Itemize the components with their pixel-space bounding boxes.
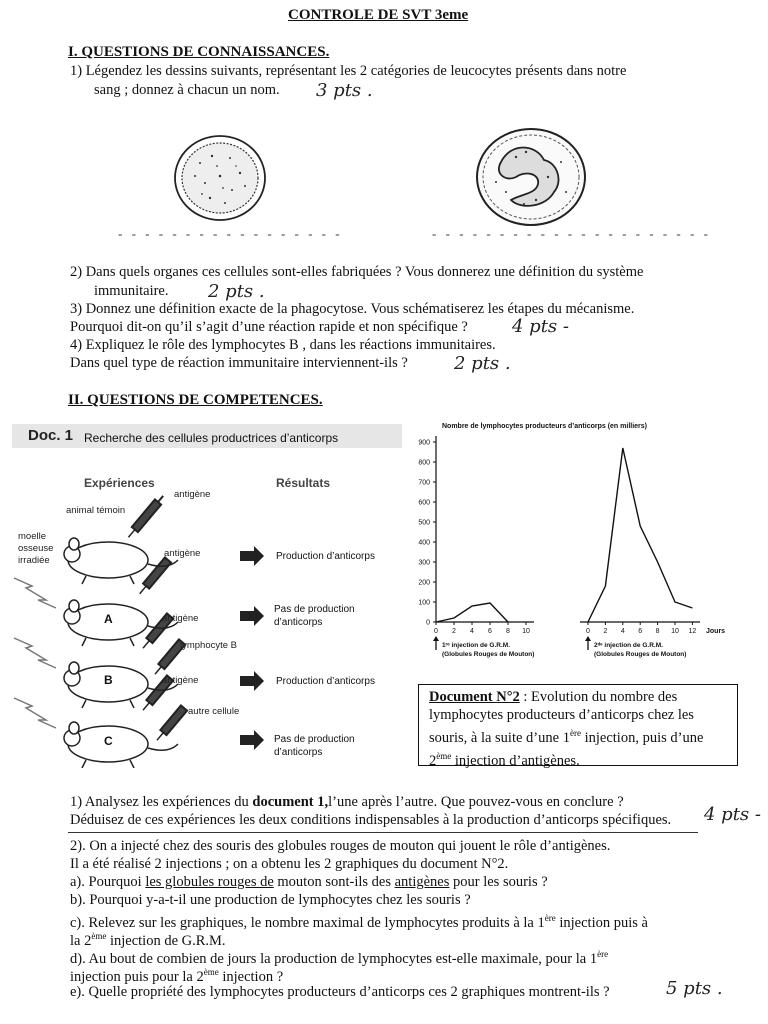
chart-x-tick-label: 12 [688, 628, 697, 635]
handwritten-points-q4: 2 pts . [454, 353, 511, 374]
chart-x-tick-label: 10 [671, 628, 679, 635]
question-1-line-2: sang ; donnez à chacun un nom. [94, 82, 280, 98]
doc1-col-experiences: Expériences [84, 476, 155, 490]
doc1-col-results: Résultats [276, 476, 331, 490]
chart-annotation-2-line-1: 2ᵈᵉ injection de G.R.M. [594, 642, 663, 649]
competence-qc-sup-1: ère [544, 913, 556, 923]
antigene-label-2: antigène [164, 548, 201, 559]
result-4-line-1: Pas de production [274, 734, 355, 745]
competence-q1-doc-ref: document 1, [252, 794, 329, 810]
question-2-line-2: immunitaire. [94, 283, 169, 299]
competence-qc-2b: injection de G.R.M. [106, 932, 226, 949]
mouse-b-label: B [104, 673, 113, 687]
competence-qd-line-2 [70, 964, 283, 986]
competence-q1-line-2: Déduisez de ces expériences les deux conditions indispensables à la production d’anticorps spécifiques. [70, 812, 672, 828]
section-heading-skills: II. QUESTIONS DE COMPETENCES. [68, 392, 323, 408]
handwritten-points-q1: 3 pts . [316, 80, 373, 101]
chart-y-tick-label: 200 [418, 579, 430, 587]
lymphocyte-drawing [160, 128, 280, 228]
doc2-text-3sup: ère [569, 728, 581, 738]
chart-x-tick-label: 8 [506, 628, 510, 635]
chart-annotation-2-line-2: (Globules Rouges de Mouton) [594, 651, 687, 658]
doc2-text-1: : Evolution du nombre des [519, 689, 678, 705]
chart-annotation-1-line-2: (Globules Rouges de Mouton) [442, 651, 535, 658]
handwritten-points-q2: 2 pts . [208, 281, 265, 302]
chart-x-label: Jours [706, 628, 726, 635]
competence-qa-end: pour les souris ? [449, 874, 548, 890]
handwritten-points-competence-q1: 4 pts - [704, 804, 761, 825]
competence-qd-sup-2: ème [203, 967, 219, 977]
question-3-line-2: Pourquoi dit-on qu’il s’agit d’une réaction rapide et non spécifique ? [70, 319, 468, 335]
polynuclear-drawing [466, 122, 596, 232]
competence-qc-sup-2: ème [91, 931, 107, 941]
competence-qc-1b: injection puis à [555, 914, 648, 931]
chart-x-tick-label: 2 [603, 628, 608, 635]
chart-y-tick-label: 600 [418, 499, 430, 507]
competence-qd-2b: injection ? [218, 968, 284, 985]
chart-x-tick-label: 10 [522, 628, 530, 635]
competence-qd-1a: d). Au bout de combien de jours la production de lymphocytes est-elle maximale, pour la 1 [70, 950, 598, 967]
moelle-label-2: osseuse [18, 543, 54, 554]
doc2-text-4pre: 2 [429, 752, 437, 769]
question-1-line-1: 1) Légendez les dessins suivants, représentant les 2 catégories de leucocytes présents dans notre [70, 63, 627, 79]
result-2-line-1: Pas de production [274, 604, 355, 615]
lymphocyte-b-label: lymphocyte B [180, 640, 238, 651]
doc2-text-3a: souris, à la suite d’une 1 [429, 729, 570, 746]
question-2-line-1: 2) Dans quels organes ces cellules sont-elles fabriquées ? Vous donnerez une définition du système [70, 264, 644, 280]
competence-q1-part-a: 1) Analysez les expériences du [70, 794, 253, 810]
question-4-line-1: 4) Expliquez le rôle des lymphocytes B , dans les réactions immunitaires. [70, 337, 496, 353]
competence-q1-line-1 [70, 794, 624, 811]
lymphocyte-chart [400, 412, 760, 678]
doc2-caption-box [418, 684, 738, 769]
doc2-text-4sup: ème [436, 750, 452, 761]
antigene-label-1: antigène [174, 489, 211, 500]
handwritten-points-competence-qe: 5 pts . [666, 978, 723, 999]
moelle-label-3: irradiée [18, 555, 50, 566]
competence-q1-part-c: l’une après l’autre. Que pouvez-vous en conclure ? [328, 794, 624, 810]
mouse-a-label: A [104, 612, 113, 626]
competence-qd-2a: injection puis pour la 2 [70, 968, 204, 985]
label-blank-right: - - - - - - - - - - - - - - - - - - - - - [432, 226, 711, 241]
doc2-heading: Document N°2 [429, 689, 520, 705]
doc2-text-4b: injection d’antigènes. [451, 752, 580, 769]
label-blank-left: - - - - - - - - - - - - - - - - - [118, 226, 343, 241]
chart-x-tick-label: 6 [488, 628, 492, 635]
result-3: Production d’anticorps [276, 676, 375, 687]
page-title: CONTROLE DE SVT 3eme [288, 7, 469, 23]
chart-y-tick-label: 900 [418, 439, 430, 447]
moelle-label-1: moelle [18, 531, 46, 542]
autre-cellule-label: autre cellule [188, 706, 240, 717]
result-4-line-2: d’anticorps [274, 747, 323, 758]
doc2-text-3b: injection, puis d’une [580, 729, 704, 746]
chart-title: Nombre de lymphocytes producteurs d’anticorps (en milliers) [442, 423, 647, 430]
competence-qb: b). Pourquoi y-a-t-il une production de lymphocytes chez les souris ? [70, 892, 471, 908]
chart-y-tick-label: 0 [426, 619, 430, 627]
competence-qc-1a: c). Relevez sur les graphiques, le nombre maximal de lymphocytes produits à la 1 [70, 914, 545, 931]
competence-q2-line-2: Il a été réalisé 2 injections ; on a obtenu les 2 graphiques du document N°2. [70, 856, 509, 872]
chart-x-tick-label: 8 [655, 628, 660, 635]
chart-y-tick-label: 400 [418, 539, 430, 547]
competence-qa-mid: mouton sont-ils des [273, 874, 395, 890]
competence-q2-line-1: 2). On a injecté chez des souris des globules rouges de mouton qui jouent le rôle d’antigènes. [70, 838, 611, 854]
competence-qc-2a: la 2 [70, 932, 92, 949]
handwritten-points-q3: 4 pts - [512, 316, 569, 337]
chart-x-tick-label: 2 [452, 628, 456, 635]
separator-line [68, 832, 698, 833]
chart-injection-arrow-2-head [585, 636, 591, 641]
doc1-title: Recherche des cellules productrices d’anticorps [84, 431, 339, 445]
question-3-line-1: 3) Donnez une définition exacte de la phagocytose. Vous schématiserez les étapes du mécanisme. [70, 301, 635, 317]
competence-qa-pre: a). Pourquoi [70, 874, 146, 890]
section-heading-knowledge: I. QUESTIONS DE CONNAISSANCES. [68, 44, 330, 60]
animal-temoin-label: animal témoin [66, 505, 126, 516]
competence-qa-underline-1: les globules rouges de [145, 874, 274, 890]
competence-qa-underline-2: antigènes [394, 874, 450, 890]
chart-x-tick-label: 4 [620, 628, 625, 635]
chart-annotation-1-line-1: 1ʳᵉ injection de G.R.M. [442, 642, 511, 649]
doc1-label: Doc. 1 [28, 427, 74, 444]
chart-y-tick-label: 100 [418, 599, 430, 607]
chart-y-tick-label: 500 [418, 519, 430, 527]
result-arrows [238, 545, 268, 755]
result-2-line-2: d’anticorps [274, 617, 323, 628]
competence-qd-sup-1: ère [597, 949, 609, 959]
chart-x-tick-label: 6 [638, 628, 643, 635]
chart-x-tick-label: 0 [586, 628, 590, 635]
chart-series-second-injection [588, 448, 692, 622]
antigene-label-4: antigène [162, 675, 199, 686]
chart-y-tick-label: 800 [418, 459, 430, 467]
result-1: Production d’anticorps [276, 551, 375, 562]
mouse-c-label: C [104, 734, 113, 748]
competence-qe: e). Quelle propriété des lymphocytes producteurs d’anticorps ces 2 graphiques montrent-ils ? [70, 984, 610, 1000]
chart-y-tick-label: 700 [418, 479, 430, 487]
chart-y-tick-label: 300 [418, 559, 430, 567]
competence-qa [70, 874, 548, 891]
chart-x-tick-label: 0 [434, 628, 438, 635]
chart-x-tick-label: 4 [470, 628, 474, 635]
chart-injection-arrow-1-head [433, 636, 439, 641]
question-4-line-2: Dans quel type de réaction immunitaire interviennent-ils ? [70, 355, 408, 371]
chart-series-first-injection [436, 603, 508, 622]
antigene-label-3: antigène [162, 613, 199, 624]
experiments-illustration [8, 488, 268, 768]
doc2-text-2: lymphocytes producteurs d’anticorps chez les [429, 707, 694, 723]
